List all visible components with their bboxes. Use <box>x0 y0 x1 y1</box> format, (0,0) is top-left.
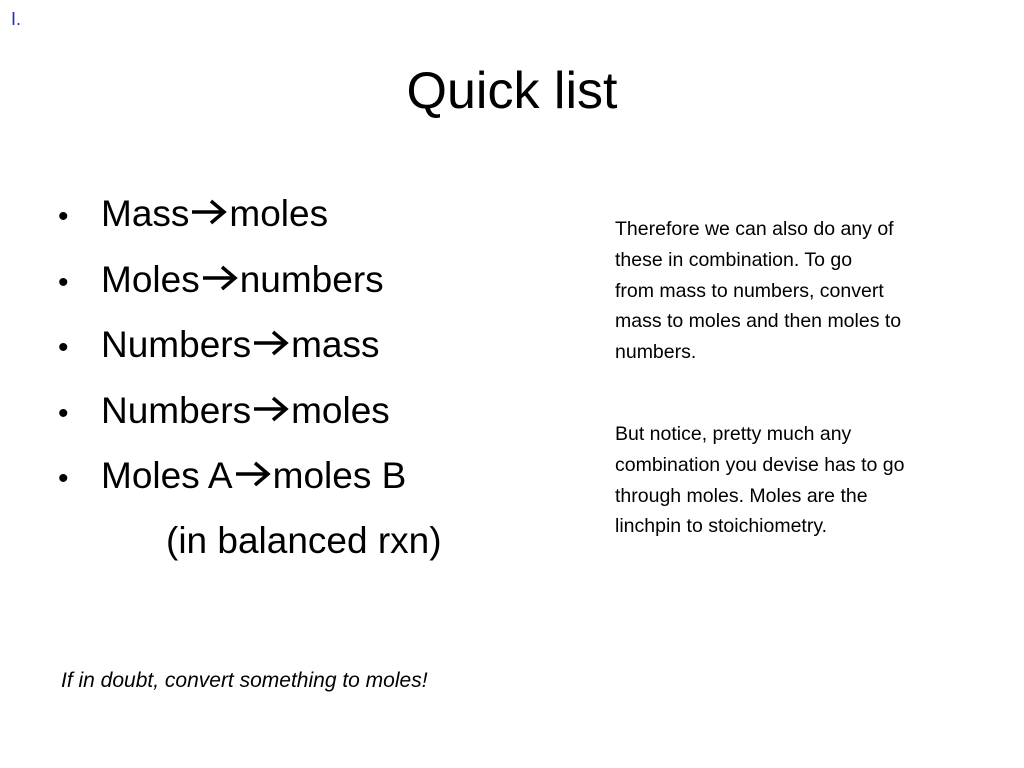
bullet-dot: • <box>58 462 69 495</box>
right-arrow-icon <box>233 460 273 488</box>
bullet-to: numbers <box>239 258 384 300</box>
bullet-to: moles <box>229 193 329 234</box>
bullet-item-1 <box>58 254 406 320</box>
right-arrow-icon <box>251 395 291 423</box>
bullet-from: Moles <box>101 258 200 300</box>
bullet-dot: • <box>58 396 69 430</box>
bullet-to: moles B <box>272 455 407 496</box>
right-arrow-icon <box>189 198 229 226</box>
bullet-list <box>58 188 406 516</box>
paragraph-line: these in combination. To go <box>615 248 853 271</box>
right-arrow-icon <box>200 264 240 292</box>
bullet-to: moles <box>291 389 390 431</box>
slide-number-mark: I. <box>11 9 22 29</box>
bullet-subnote: (in balanced rxn) <box>166 520 442 561</box>
bullet-item-2 <box>58 319 406 385</box>
footnote: If in doubt, convert something to moles! <box>61 669 428 692</box>
bullet-dot: • <box>58 265 69 299</box>
paragraph-line: combination you devise has to go <box>615 453 905 476</box>
bullet-from: Numbers <box>101 389 252 431</box>
paragraph-line: mass to moles and then moles to <box>615 310 902 333</box>
paragraph-line: linchpin to stoichiometry. <box>615 515 828 538</box>
bullet-dot: • <box>58 331 69 364</box>
bullet-dot: • <box>58 200 69 233</box>
bullet-item-4 <box>58 450 406 516</box>
bullet-from: Numbers <box>101 324 252 365</box>
paragraph-line: numbers. <box>615 341 697 364</box>
bullet-item-3 <box>58 385 406 451</box>
slide-title: Quick list <box>406 62 618 120</box>
bullet-from: Moles A <box>101 455 233 496</box>
bullet-from: Mass <box>101 193 190 234</box>
paragraph-line: from mass to numbers, convert <box>615 279 884 302</box>
bullet-to: mass <box>291 324 380 365</box>
paragraph-line: Therefore we can also do any of <box>615 218 894 240</box>
side-paragraph-moles-linchpin <box>615 419 975 542</box>
side-paragraph-combination <box>615 214 975 368</box>
bullet-item-0 <box>58 188 406 254</box>
paragraph-line: through moles. Moles are the <box>615 484 868 507</box>
paragraph-line: But notice, pretty much any <box>615 423 852 445</box>
right-arrow-icon <box>251 329 291 357</box>
